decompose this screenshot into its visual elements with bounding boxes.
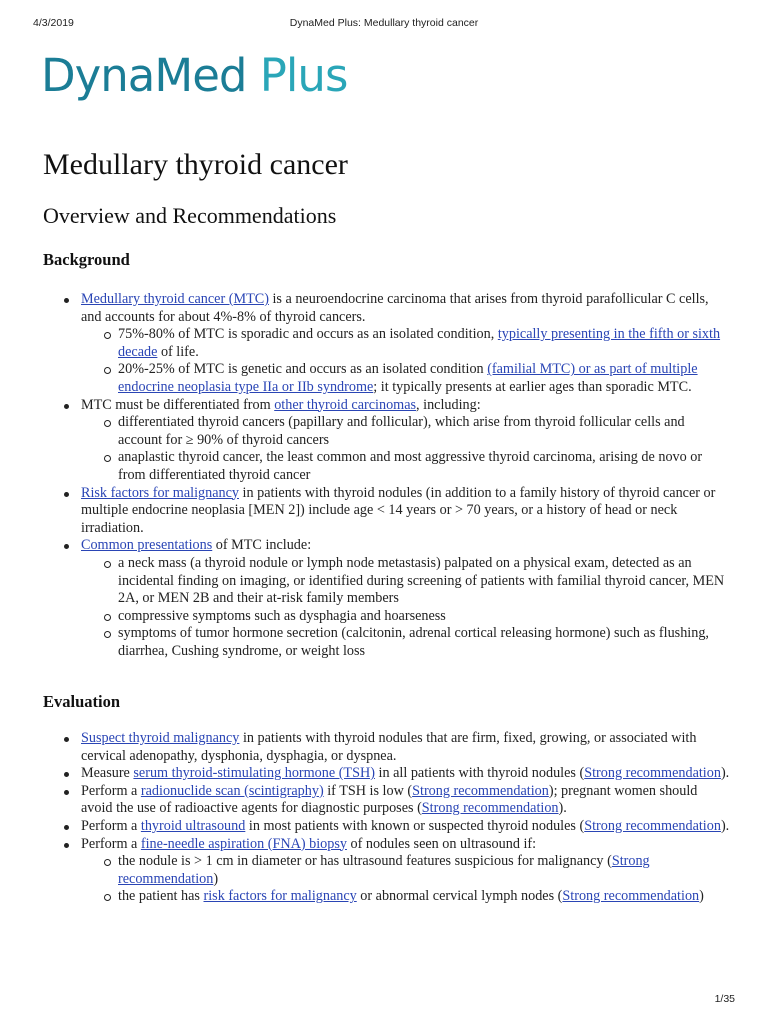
strong-recommendation-link[interactable]: Strong recommendation bbox=[584, 765, 721, 782]
print-header bbox=[0, 17, 768, 31]
list-item: Common presentations of MTC include: a neck mass (a thyroid nodule or lymph node metastasis) palpated on a physical exam, detected as an incidental finding on imaging, or identified during screening of patients with familial thyroid cancer, MEN 2A, or MEN 2B and their at-risk family members compressive symptoms such as dysphagia and hoarseness symptoms of tumor hormone secretion (calcitonin, adrenal cortical releasing hormone) such as flushing, diarrhea, Cushing syndrome, or weight loss bbox=[62, 537, 730, 660]
list-item: the patient has risk factors for malignancy or abnormal cervical lymph nodes (Strong recommendation) bbox=[81, 888, 730, 906]
risk-factors-link[interactable]: risk factors for malignancy bbox=[203, 888, 357, 905]
familial-mtc-link[interactable]: (familial MTC) or as part of multiple endocrine neoplasia type IIa or IIb syndrome bbox=[118, 361, 698, 395]
evaluation-heading: Evaluation bbox=[43, 692, 121, 711]
print-title: DynaMed Plus: Medullary thyroid cancer bbox=[289, 17, 479, 29]
radionuclide-scan-link[interactable]: radionuclide scan (scintigraphy) bbox=[140, 782, 324, 799]
list-item: 75%-80% of MTC is sporadic and occurs as an isolated condition, typically presenting in the fifth or sixth decade of life. bbox=[81, 326, 730, 361]
thyroid-ultrasound-link[interactable]: thyroid ultrasound bbox=[140, 817, 246, 834]
fna-biopsy-link[interactable]: fine-needle aspiration (FNA) biopsy bbox=[140, 835, 347, 852]
list-item: Suspect thyroid malignancy in patients with thyroid nodules that are firm, fixed, growing, or associated with cervical adenopathy, dysphonia, dysphagia, or dyspnea. bbox=[62, 730, 730, 765]
logo-plus-text: Plus bbox=[259, 49, 348, 102]
list-item: Perform a radionuclide scan (scintigraphy) if TSH is low (Strong recommendation); pregnant women should avoid the use of radioactive agents for diagnostic purposes (Strong recommendation). bbox=[62, 783, 730, 818]
background-list bbox=[62, 291, 730, 660]
list-item: MTC must be differentiated from other thyroid carcinomas, including: differentiated thyroid cancers (papillary and follicular), which arise from thyroid follicular cells and account for ≥ 90% of thyroid cancers anaplastic thyroid cancer, the least common and most aggressive thyroid carcinoma, arising de novo or from differentiated thyroid cancer bbox=[62, 397, 730, 485]
print-date: 4/3/2019 bbox=[33, 17, 74, 29]
list-item: Medullary thyroid cancer (MTC) is a neuroendocrine carcinoma that arises from thyroid parafollicular C cells, and accounts for about 4%-8% of thyroid cancers. 75%-80% of MTC is sporadic and occurs as an isolated condition, typically presenting in the fifth or sixth decade of life. 20%-25% of MTC is genetic and occurs as an isolated condition (familial MTC) or as part of multiple endocrine neoplasia type IIa or IIb syndrome; it typically presents at earlier ages than sporadic MTC. bbox=[62, 291, 730, 397]
list-item: Measure serum thyroid-stimulating hormone (TSH) in all patients with thyroid nodules (Strong recommendation). bbox=[62, 765, 730, 783]
strong-recommendation-link[interactable]: Strong recommendation bbox=[118, 853, 650, 887]
list-item: symptoms of tumor hormone secretion (calcitonin, adrenal cortical releasing hormone) such as flushing, diarrhea, Cushing syndrome, or weight loss bbox=[81, 625, 730, 660]
suspect-malignancy-link[interactable]: Suspect thyroid malignancy bbox=[81, 730, 240, 746]
page-title: Medullary thyroid cancer bbox=[43, 148, 348, 181]
strong-recommendation-link[interactable]: Strong recommendation bbox=[421, 800, 559, 817]
risk-factors-link[interactable]: Risk factors for malignancy bbox=[81, 484, 239, 501]
list-item: compressive symptoms such as dysphagia and hoarseness bbox=[81, 608, 730, 626]
section-title: Overview and Recommendations bbox=[43, 203, 337, 228]
list-item: a neck mass (a thyroid nodule or lymph node metastasis) palpated on a physical exam, detected as an incidental finding on imaging, or identified during screening of patients with familial thyroid cancer, MEN 2A, or MEN 2B and their at-risk family members bbox=[81, 555, 730, 608]
page-number: 1/35 bbox=[714, 993, 735, 1005]
logo-text: DynaMed bbox=[41, 49, 247, 102]
background-heading: Background bbox=[43, 250, 130, 269]
mtc-link[interactable]: Medullary thyroid cancer (MTC) bbox=[81, 291, 269, 307]
list-item: Perform a thyroid ultrasound in most patients with known or suspected thyroid nodules (Strong recommendation). bbox=[62, 818, 730, 836]
evaluation-list bbox=[62, 730, 730, 906]
tsh-link[interactable]: serum thyroid-stimulating hormone (TSH) bbox=[133, 765, 375, 782]
age-presentation-link[interactable]: typically presenting in the fifth or sixth decade bbox=[118, 326, 721, 360]
list-item: differentiated thyroid cancers (papillary and follicular), which arise from thyroid follicular cells and account for ≥ 90% of thyroid cancers bbox=[81, 414, 730, 449]
list-item: 20%-25% of MTC is genetic and occurs as an isolated condition (familial MTC) or as part of multiple endocrine neoplasia type IIa or IIb syndrome; it typically presents at earlier ages than sporadic MTC. bbox=[81, 361, 730, 396]
list-item: the nodule is > 1 cm in diameter or has ultrasound features suspicious for malignancy (Strong recommendation) bbox=[81, 853, 730, 888]
strong-recommendation-link[interactable]: Strong recommendation bbox=[584, 817, 721, 834]
list-item: Risk factors for malignancy in patients with thyroid nodules (in addition to a family history of thyroid cancer or multiple endocrine neoplasia [MEN 2]) include age < 14 years or > 70 years, or a history of head or neck irradiation. bbox=[62, 485, 730, 538]
other-thyroid-carcinomas-link[interactable]: other thyroid carcinomas bbox=[274, 396, 417, 413]
list-item: anaplastic thyroid cancer, the least common and most aggressive thyroid carcinoma, arising de novo or from differentiated thyroid cancer bbox=[81, 449, 730, 484]
common-presentations-link[interactable]: Common presentations bbox=[81, 537, 213, 554]
dynamed-plus-logo[interactable] bbox=[41, 49, 348, 102]
strong-recommendation-link[interactable]: Strong recommendation bbox=[562, 888, 700, 905]
strong-recommendation-link[interactable]: Strong recommendation bbox=[412, 782, 549, 799]
list-item: Perform a fine-needle aspiration (FNA) biopsy of nodules seen on ultrasound if: the nodule is > 1 cm in diameter or has ultrasound features suspicious for malignancy (Strong recommendation) the patient has risk factors for malignancy or abnormal cervical lymph nodes (Strong recommendation) bbox=[62, 836, 730, 906]
